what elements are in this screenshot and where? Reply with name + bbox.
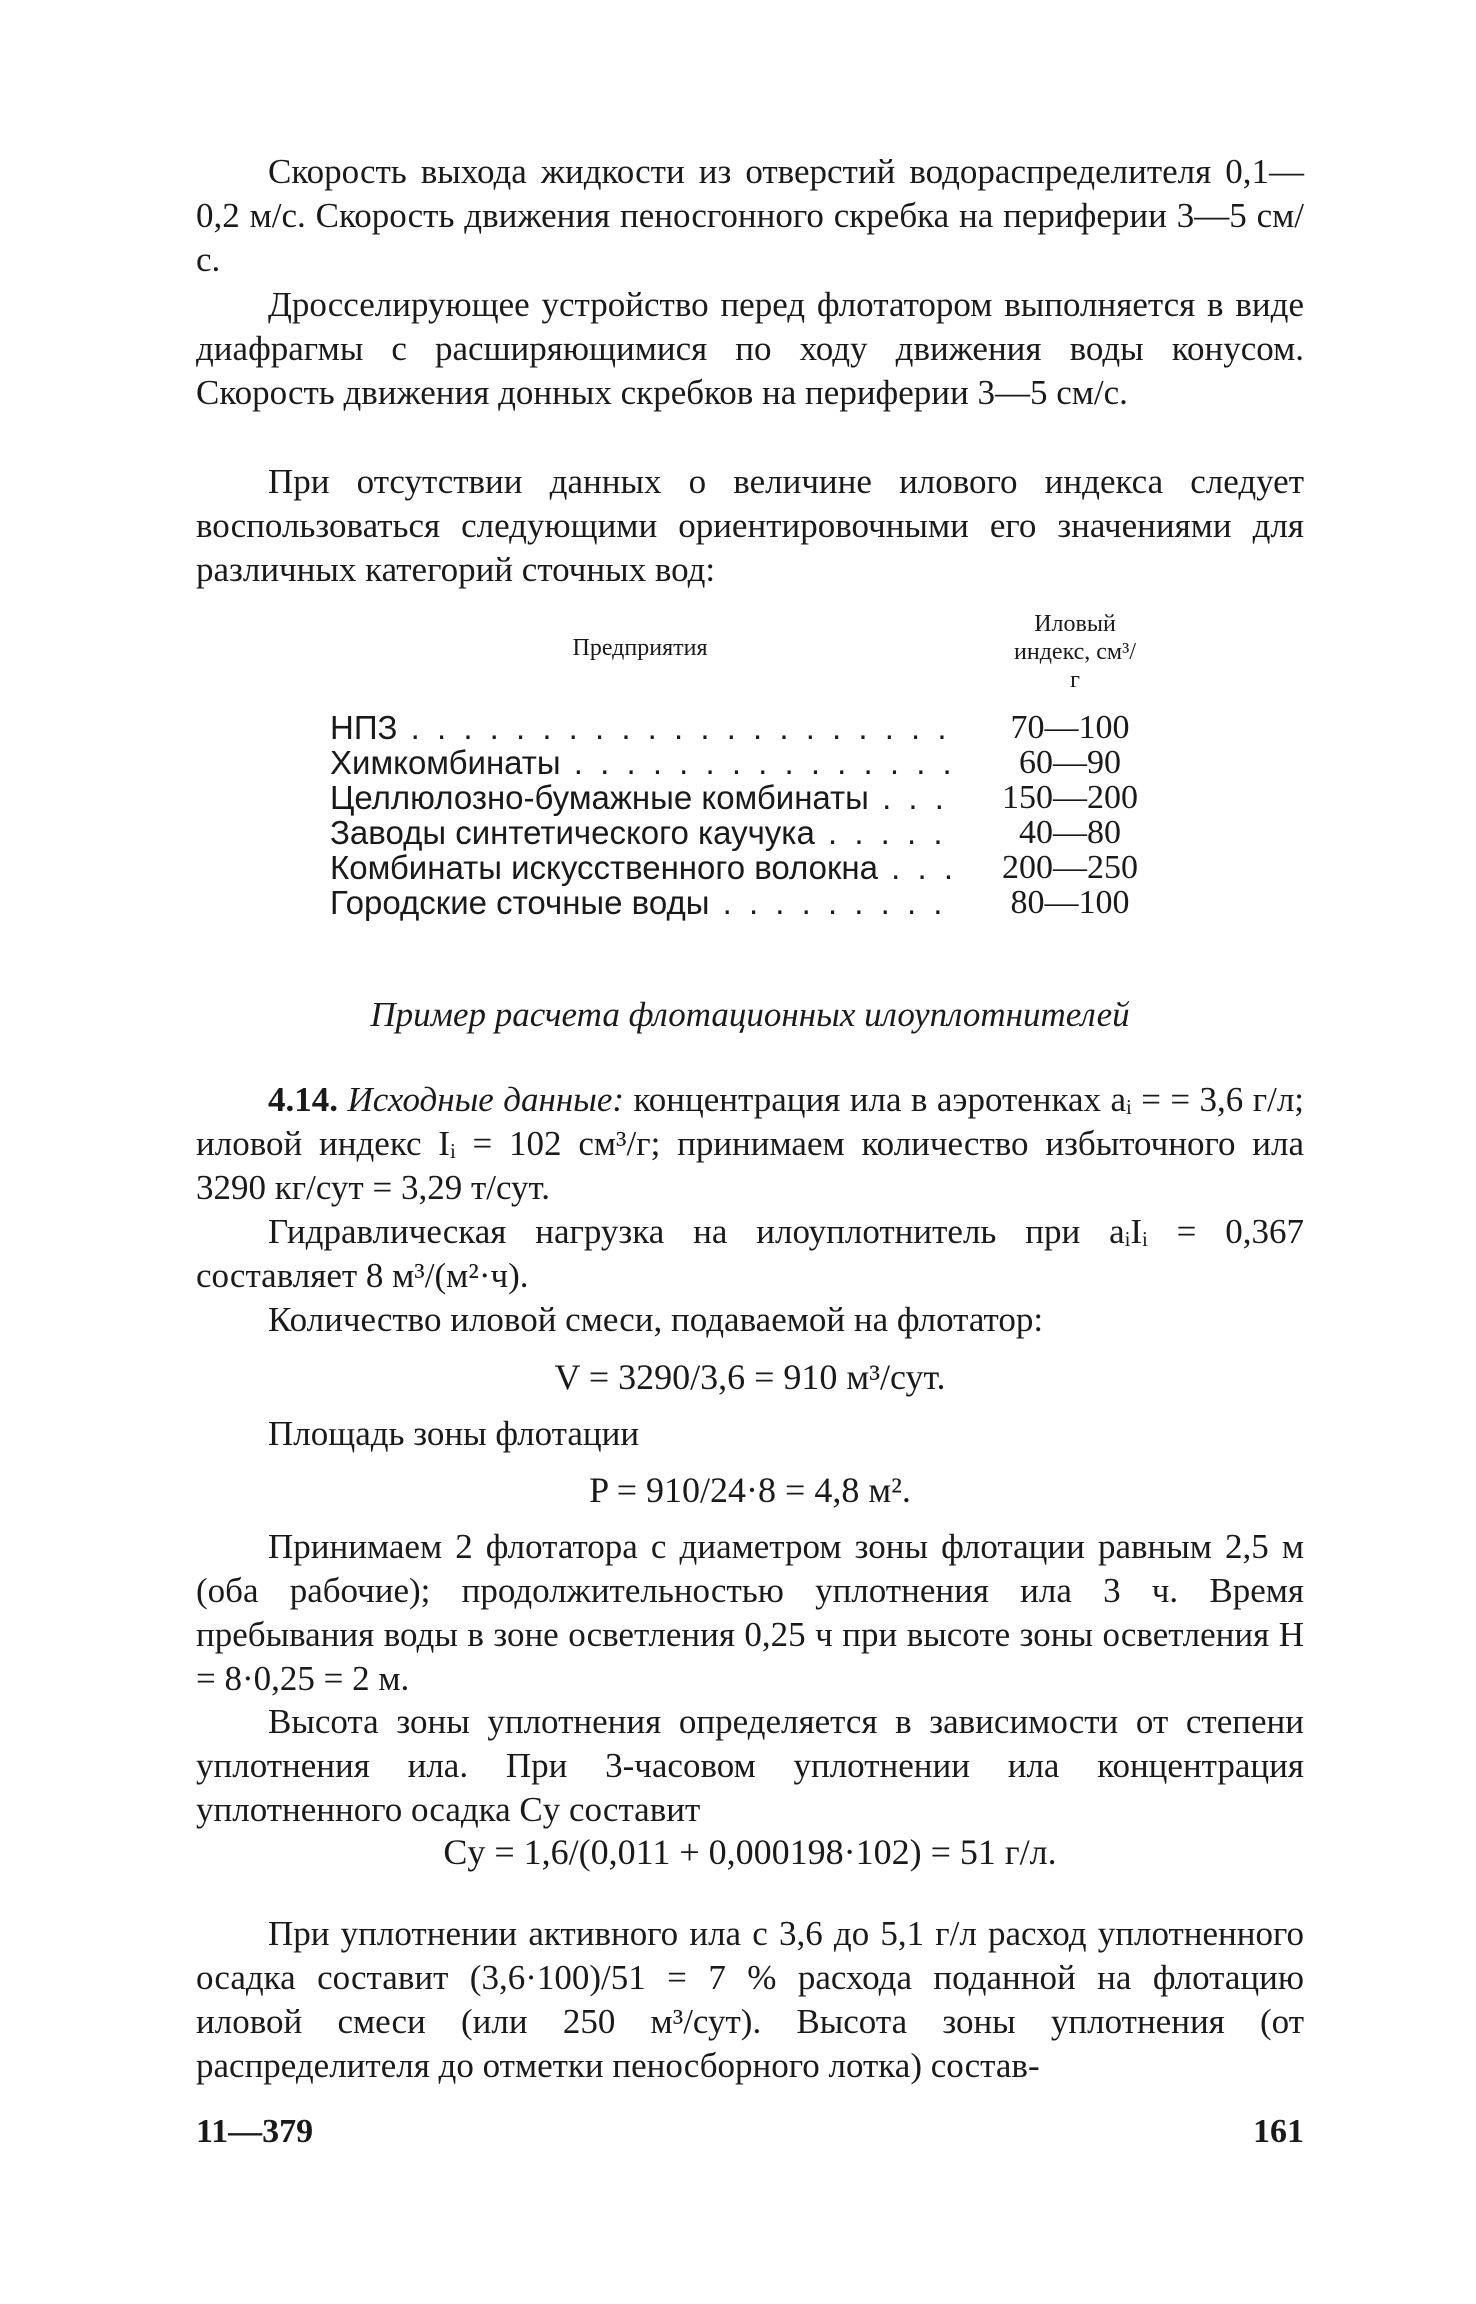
table-row xyxy=(330,710,1160,746)
table-row xyxy=(330,815,1160,851)
paragraph-1: Скорость выхода жидкости из отверстий водораспределителя 0,1—0,2 м/с. Скорость движения пеносгонного скребка на периферии 3—5 см/с. xyxy=(196,152,1304,279)
table-row xyxy=(330,780,1160,816)
table-cell-value: 70—100 xyxy=(1010,709,1130,746)
table-cell-name: Химкомбинаты . . . xyxy=(330,745,960,781)
example-paragraph-1 xyxy=(196,1078,1304,1210)
example-text: концентрация ила в аэротенках aᵢ = = 3,6 г/л; иловой индекс Iᵢ = 102 см³/г; принимаем количество избыточного ила 3290 кг/сут = 3,29 т/сут. xyxy=(196,1080,1305,1207)
table-cell-name: Целлюлозно-бумажные комбинаты . . . xyxy=(330,780,960,816)
table-header-enterprises: Предприятия xyxy=(572,635,708,661)
table-cell-name: НПЗ . . . xyxy=(330,710,960,746)
formula-concentration: Cу = 1,6/(0,011 + 0,000198·102) = 51 г/л. xyxy=(443,1832,1057,1872)
table-cell-value: 150—200 xyxy=(1002,779,1138,816)
table-cell-value: 80—100 xyxy=(1010,884,1130,921)
printer-signature: 11—379 xyxy=(196,2113,314,2150)
paragraph-3: При отсутствии данных о величине илового индекса следует воспользоваться следующими ориентировочными его значениями для различных категорий сточных вод: xyxy=(196,462,1304,589)
table-cell-name: Комбинаты искусственного волокна . . . xyxy=(330,850,960,886)
example-paragraph-5: Принимаем 2 флотатора с диаметром зоны флотации равным 2,5 м (оба рабочие); продолжительностью уплотнения ила 3 ч. Время пребывания воды в зоне осветления 0,25 ч при высоте зоны осветления H = 8·0,25 = 2 м. xyxy=(196,1527,1304,1698)
table-cell-value: 200—250 xyxy=(1002,849,1138,886)
example-paragraph-3: Количество иловой смеси, подаваемой на флотатор: xyxy=(268,1300,1044,1339)
example-paragraph-6: Высота зоны уплотнения определяется в зависимости от степени уплотнения ила. При 3-часовом уплотнении ила концентрация уплотненного осадка Cу составит xyxy=(196,1702,1304,1829)
paragraph-2: Дросселирующее устройство перед флотатором выполняется в виде диафрагмы с расширяющимися по ходу движения воды конусом. Скорость движения донных скребков на периферии 3—5 см/с. xyxy=(196,285,1304,412)
example-paragraph-7: При уплотнении активного ила с 3,6 до 5,1 г/л расход уплотненного осадка составит (3,6·100)/51 = 7 % расхода поданной на флотацию иловой смеси (или 250 м³/сут). Высота зоны уплотнения (от распределителя до отметки пеносборного лотка) состав- xyxy=(196,1914,1304,2085)
table-row xyxy=(330,850,1160,886)
section-heading: Пример расчета флотационных илоуплотнителей xyxy=(370,995,1130,1034)
table-header-index: Иловый индекс, см³/г xyxy=(1014,611,1136,693)
table-cell-name: Городские сточные воды . . . xyxy=(330,885,960,921)
table-row xyxy=(330,745,1160,781)
table-cell-name: Заводы синтетического каучука . . . xyxy=(330,815,960,851)
example-paragraph-2: Гидравлическая нагрузка на илоуплотнитель при aᵢIᵢ = 0,367 составляет 8 м³/(м²·ч). xyxy=(196,1212,1304,1295)
example-lead: Исходные данные: xyxy=(347,1080,625,1119)
formula-flow: V = 3290/3,6 = 910 м³/сут. xyxy=(554,1357,946,1397)
formula-area: P = 910/24·8 = 4,8 м². xyxy=(589,1470,911,1510)
table-cell-value: 40—80 xyxy=(1019,814,1121,851)
example-number: 4.14. xyxy=(268,1080,338,1119)
table-row xyxy=(330,885,1160,921)
table-cell-value: 60—90 xyxy=(1019,744,1121,781)
page-number: 161 xyxy=(1253,2113,1304,2150)
example-paragraph-4: Площадь зоны флотации xyxy=(268,1414,640,1453)
